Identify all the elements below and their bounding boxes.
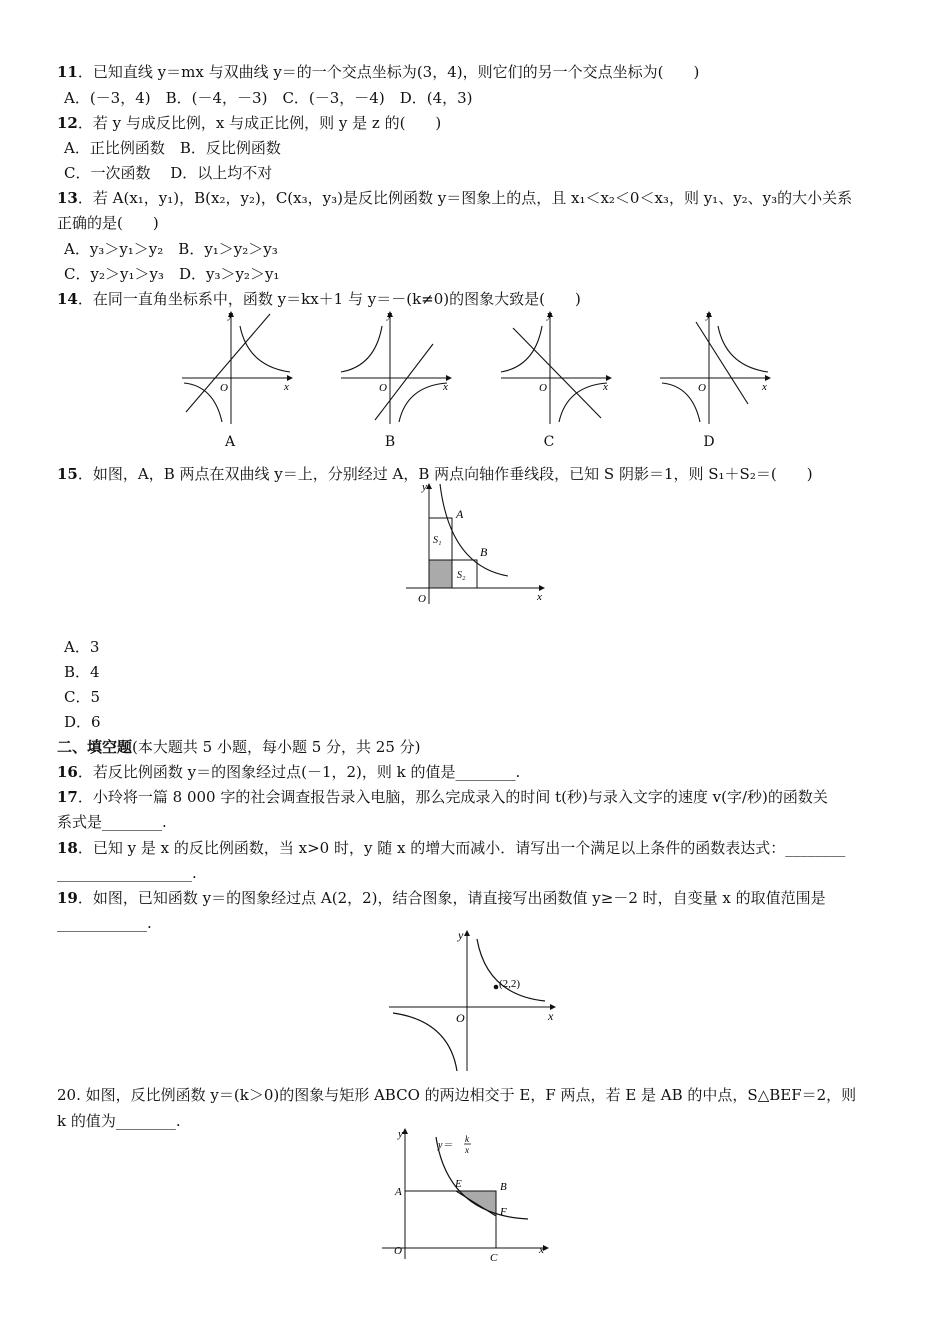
q15-option-c: C．5 xyxy=(64,688,101,706)
q20-figure xyxy=(378,1123,553,1263)
origin-label: O xyxy=(698,382,706,394)
shaded-region xyxy=(429,560,452,588)
origin-label: O xyxy=(456,1011,465,1025)
q20-stem-2: k 的值为________. xyxy=(57,1112,181,1130)
point-a-marker xyxy=(494,985,499,990)
point-a-label: (2,2) xyxy=(499,978,521,990)
point-e-label: E xyxy=(455,1178,462,1190)
y-axis-label: y xyxy=(387,309,392,321)
q19-stem-1: 19．如图，已知函数 y＝的图象经过点 A(2，2)，结合图象，请直接写出函数值 y≥－2 时，自变量 x 的取值范围是 xyxy=(57,889,826,907)
point-f-label: F xyxy=(500,1206,507,1218)
x-axis-label: x xyxy=(443,381,448,393)
q11-stem: 11．已知直线 y＝mx 与双曲线 y＝的一个交点坐标为(3，4)，则它们的另一个交点坐标为( ) xyxy=(57,63,700,81)
x-axis-label: x xyxy=(548,1009,554,1023)
y-axis-label: y xyxy=(706,309,711,321)
origin-label: O xyxy=(418,593,426,605)
x-axis-label: x xyxy=(603,381,608,393)
x-axis-label: x xyxy=(537,591,542,603)
q12-options-ab: A．正比例函数 B．反比例函数 xyxy=(64,139,281,157)
q16-stem: 16．若反比例函数 y＝的图象经过点(－1，2)，则 k 的值是________. xyxy=(57,763,521,781)
point-a-label: A xyxy=(395,1186,402,1198)
equation-numerator: k xyxy=(465,1134,469,1144)
y-axis-label: y xyxy=(547,309,552,321)
q14-stem: 14．在同一直角坐标系中，函数 y＝kx＋1 与 y＝－(k≠0)的图象大致是( ) xyxy=(57,290,581,308)
x-axis-label: x xyxy=(539,1244,544,1256)
origin-label: O xyxy=(539,382,547,394)
q19-figure xyxy=(385,925,560,1075)
origin-label: O xyxy=(394,1245,402,1257)
q13-stem-2: 正确的是( ) xyxy=(57,214,159,232)
q14-graph-c xyxy=(497,308,617,428)
q13-options-ab: A．y₃＞y₁＞y₂ B．y₁＞y₂＞y₃ xyxy=(64,240,278,258)
origin-label: O xyxy=(220,382,228,394)
s2-label: S₂ xyxy=(457,570,466,581)
x-axis-label: x xyxy=(284,381,289,393)
point-a-label: A xyxy=(456,507,464,521)
q18-stem-2: __________________. xyxy=(57,864,197,882)
point-c-label: C xyxy=(490,1252,498,1263)
q14-label-c: C xyxy=(543,434,555,450)
q14-graph-a xyxy=(178,308,298,428)
y-axis-label: y xyxy=(458,928,464,942)
q17-stem-1: 17．小玲将一篇 8 000 字的社会调查报告录入电脑，那么完成录入的时间 t(秒)与录入文字的速度 v(字/秒)的函数关 xyxy=(57,788,828,806)
q15-stem: 15．如图，A，B 两点在双曲线 y＝上，分别经过 A，B 两点向轴作垂线段，已知 S 阴影＝1，则 S₁＋S₂＝( ) xyxy=(57,465,813,483)
q17-stem-2: 系式是________. xyxy=(57,813,167,831)
q15-option-d: D．6 xyxy=(64,713,101,731)
q14-label-a: A xyxy=(224,434,236,450)
y-axis-label: y xyxy=(228,309,233,321)
equation-left: y＝ xyxy=(438,1140,453,1151)
q13-stem-1: 13．若 A(x₁，y₁)，B(x₂，y₂)，C(x₃，y₃)是反比例函数 y＝图象上的点，且 x₁＜x₂＜0＜x₃，则 y₁、y₂、y₃的大小关系 xyxy=(57,189,853,207)
point-b-label: B xyxy=(480,545,488,559)
q12-stem: 12．若 y 与成反比例，x 与成正比例，则 y 是 z 的( ) xyxy=(57,114,442,132)
y-axis-label: y xyxy=(422,481,427,493)
point-b-label: B xyxy=(500,1181,507,1193)
origin-label: O xyxy=(379,382,387,394)
q15-option-a: A．3 xyxy=(64,638,100,656)
q18-stem-1: 18．已知 y 是 x 的反比例函数，当 x>0 时，y 随 x 的增大而减小．请写出一个满足以上条件的函数表达式：________ xyxy=(57,839,846,857)
q14-label-d: D xyxy=(703,434,715,450)
q19-stem-2: ____________. xyxy=(57,914,152,932)
q14-graph-d xyxy=(656,308,776,428)
q20-stem-1: 20. 如图，反比例函数 y＝(k＞0)的图象与矩形 ABCO 的两边相交于 E，F 两点，若 E 是 AB 的中点，S△BEF＝2，则 xyxy=(57,1086,857,1104)
q12-options-cd: C．一次函数 D．以上均不对 xyxy=(64,164,273,182)
x-axis-label: x xyxy=(762,381,767,393)
q14-label-b: B xyxy=(384,434,396,450)
q13-options-cd: C．y₂＞y₁＞y₃ D．y₃＞y₂＞y₁ xyxy=(64,265,280,283)
q11-options: A．(－3，4) B．(－4，－3) C．(－3，－4) D．(4，3) xyxy=(64,89,473,107)
q15-figure xyxy=(400,478,550,608)
q14-graph-b xyxy=(337,308,457,428)
y-axis-label: y xyxy=(398,1128,403,1140)
s1-label: S₁ xyxy=(433,535,442,546)
equation-denominator: x xyxy=(465,1145,469,1155)
section2-heading: 二、填空题(本大题共 5 小题，每小题 5 分，共 25 分) xyxy=(57,738,421,756)
q15-option-b: B．4 xyxy=(64,663,100,681)
